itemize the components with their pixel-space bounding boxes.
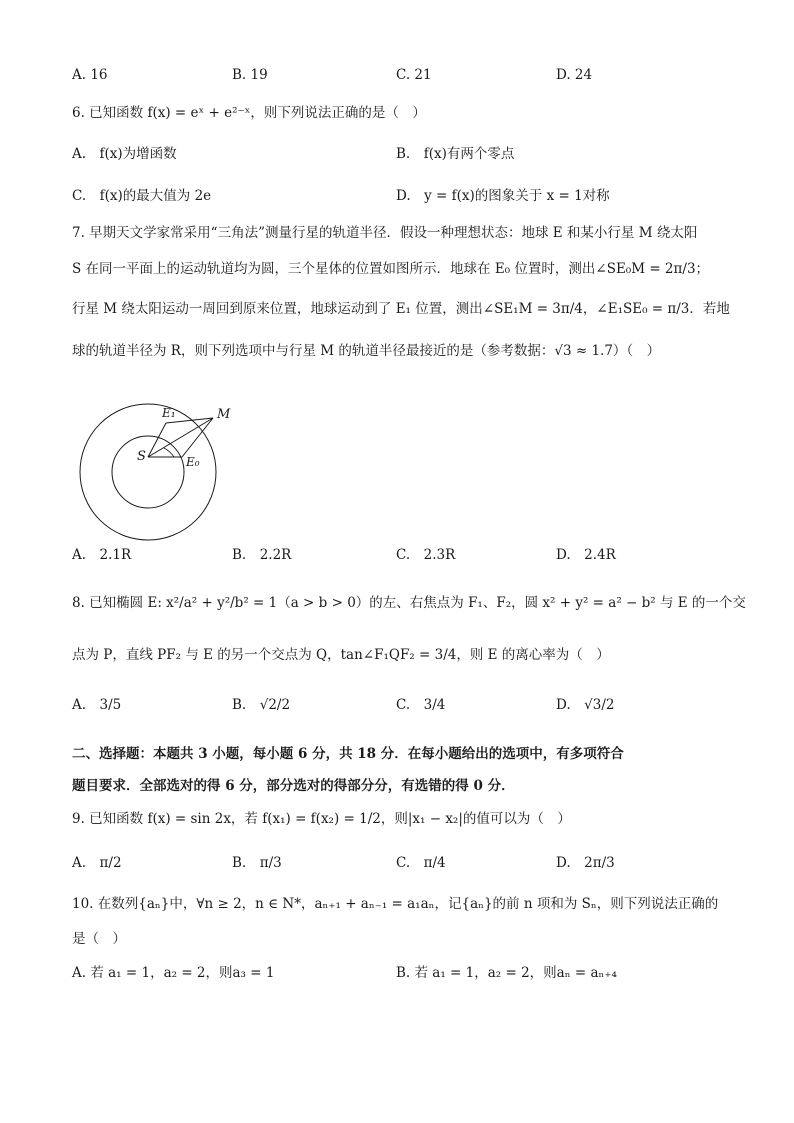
- inner-orbit: [112, 436, 184, 508]
- q5-option-c: C. 21: [396, 67, 432, 83]
- section-2-line-2: 题目要求．全部选对的得 6 分，部分选对的得部分分，有选错的得 0 分．: [72, 778, 515, 794]
- section-2-line-1: 二、选择题：本题共 3 小题，每小题 6 分，共 18 分．在每小题给出的选项中，有多项符合: [72, 746, 624, 762]
- q6-option-a: A. f(x)为增函数: [72, 146, 177, 162]
- q8-option-b: B. √2/2: [232, 697, 291, 713]
- q10-option-b: B. 若 a₁ = 1，a₂ = 2，则aₙ = aₙ₊₄: [396, 965, 617, 981]
- q9-option-a: A. π/2: [72, 855, 122, 871]
- q9-stem: 9. 已知函数 f(x) = sin 2x，若 f(x₁) = f(x₂) = 1/2，则|x₁ − x₂|的值可以为（ ）: [72, 811, 571, 827]
- q7-line-3: 行星 M 绕太阳运动一周回到原来位置，地球运动到了 E₁ 位置，测出∠SE₁M = 3π/4，∠E₁SE₀ = π/3．若地: [72, 301, 730, 317]
- q10-line-1: 10. 在数列{aₙ}中，∀n ≥ 2，n ∈ N*，aₙ₊₁ + aₙ₋₁ = a₁aₙ，记{aₙ}的前 n 项和为 Sₙ，则下列说法正确的: [72, 896, 719, 912]
- label-e1: E₁: [162, 406, 176, 420]
- q7-line-1: 7. 早期天文学家常采用“三角法”测量行星的轨道半径．假设一种理想状态：地球 E 和某小行星 M 绕太阳: [72, 225, 698, 241]
- orbit-diagram: [70, 402, 242, 542]
- q8-option-d: D. √3/2: [556, 697, 615, 713]
- q9-option-d: D. 2π/3: [556, 855, 615, 871]
- q7-option-c: C. 2.3R: [396, 547, 456, 563]
- q6-option-b: B. f(x)有两个零点: [396, 146, 515, 162]
- q5-option-b: B. 19: [232, 67, 268, 83]
- label-m: M: [217, 407, 231, 422]
- q5-option-d: D. 24: [556, 67, 593, 83]
- label-e0: E₀: [186, 455, 200, 469]
- q7-option-a: A. 2.1R: [72, 547, 132, 563]
- q7-option-d: D. 2.4R: [556, 547, 616, 563]
- outer-orbit: [80, 404, 216, 540]
- q8-option-a: A. 3/5: [72, 697, 122, 713]
- q9-option-c: C. π/4: [396, 855, 446, 871]
- q6-option-c: C. f(x)的最大值为 2e: [72, 188, 212, 204]
- q8-option-c: C. 3/4: [396, 697, 446, 713]
- q6-option-d: D. y = f(x)的图象关于 x = 1对称: [396, 188, 610, 204]
- q10-line-2: 是（ ）: [72, 931, 126, 947]
- line-e0-m: [182, 418, 213, 457]
- q8-line-2: 点为 P，直线 PF₂ 与 E 的另一个交点为 Q，tan∠F₁QF₂ = 3/4，则 E 的离心率为（ ）: [72, 647, 610, 663]
- q6-stem: 6. 已知函数 f(x) = eˣ + e²⁻ˣ，则下列说法正确的是（ ）: [72, 105, 426, 121]
- q9-option-b: B. π/3: [232, 855, 282, 871]
- q7-line-2: S 在同一平面上的运动轨道均为圆，三个星体的位置如图所示．地球在 E₀ 位置时，测出∠SE₀M = 2π/3；: [72, 261, 710, 277]
- angle-arc: [164, 448, 174, 457]
- q8-line-1: 8. 已知椭圆 E: x²/a² + y²/b² = 1（a > b > 0）的左、右焦点为 F₁、F₂，圆 x² + y² = a² − b² 与 E 的一个交: [72, 595, 746, 611]
- q10-option-a: A. 若 a₁ = 1，a₂ = 2，则a₃ = 1: [72, 965, 275, 981]
- q5-option-a: A. 16: [72, 67, 108, 83]
- label-s: S: [137, 449, 146, 464]
- q7-option-b: B. 2.2R: [232, 547, 292, 563]
- q7-line-4: 球的轨道半径为 R，则下列选项中与行星 M 的轨道半径最接近的是（参考数据：√3 ≈ 1.7）（ ）: [72, 343, 661, 359]
